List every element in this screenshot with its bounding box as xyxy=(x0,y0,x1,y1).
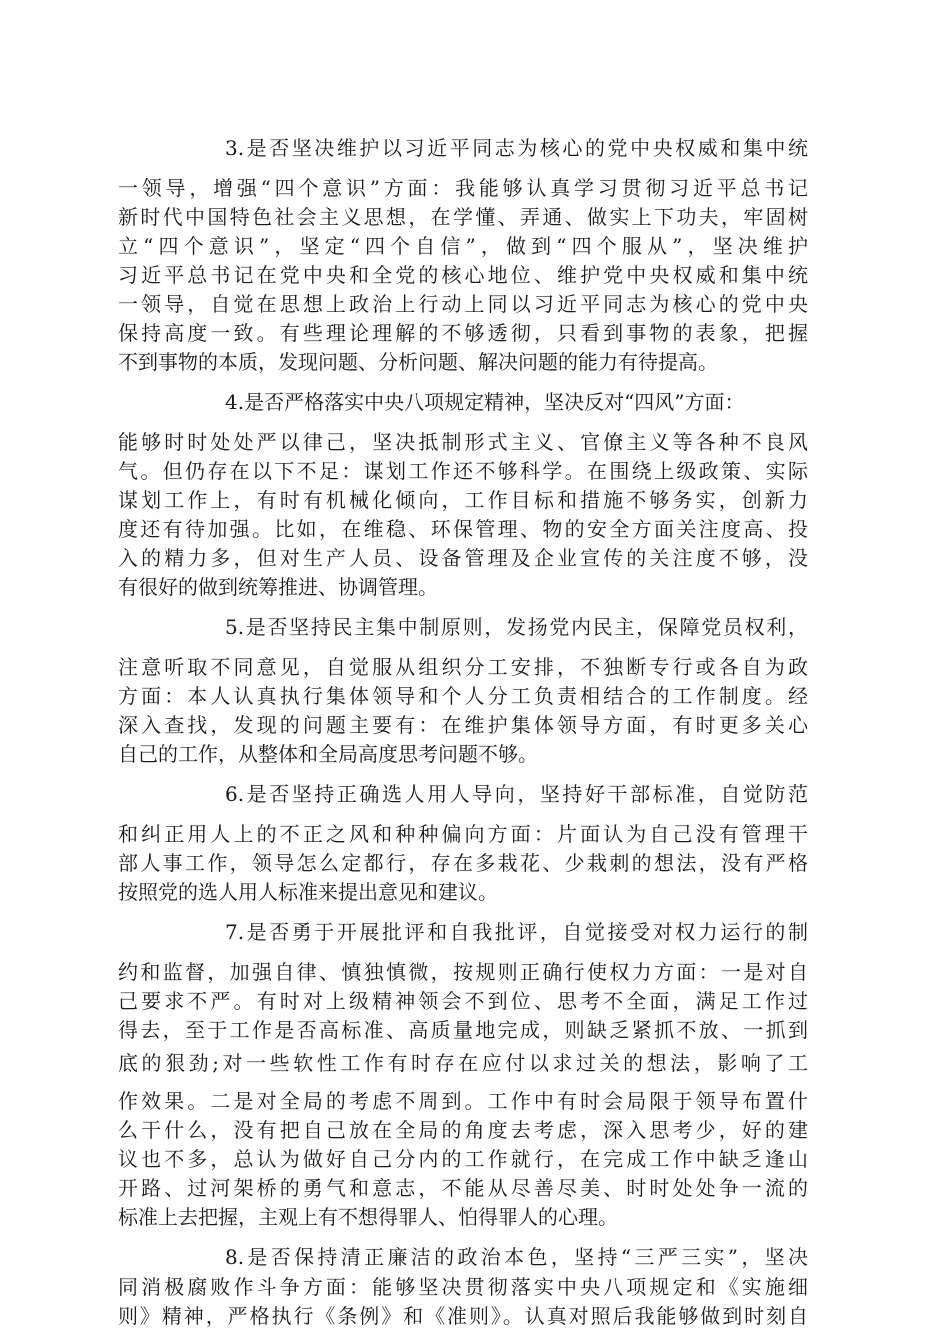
body-line: 一领导，增强“四个意识”方面：我能够认真学习贯彻习近平总书记 xyxy=(118,176,808,200)
body-line: 注意听取不同意见，自觉服从组织分工安排，不独断专行或各自为政 xyxy=(118,655,808,679)
body-line: 不到事物的本质，发现问题、分析问题、解决问题的能力有待提高。 xyxy=(118,350,718,374)
section-7-heading: 7.是否勇于开展批评和自我批评，自觉接受对权力运行的制 xyxy=(225,920,808,944)
body-line: 新时代中国特色社会主义思想，在学懂、弄通、做实上下功夫，牢固树 xyxy=(118,205,808,229)
body-line: 底的狠劲;对一些软性工作有时存在应付以求过关的想法，影响了工 xyxy=(118,1051,808,1075)
body-line: 同消极腐败作斗争方面：能够坚决贯彻落实中央八项规定和《实施细 xyxy=(118,1275,808,1299)
section-4-heading: 4.是否严格落实中央八项规定精神，坚决反对“四风”方面： xyxy=(225,390,745,414)
body-line: 按照党的选人用人标准来提出意见和建议。 xyxy=(118,880,498,904)
section-3-heading: 3.是否坚决维护以习近平同志为核心的党中央权威和集中统 xyxy=(225,136,808,160)
body-line: 一领导，自觉在思想上政治上行动上同以习近平同志为核心的党中央 xyxy=(118,292,808,316)
body-line: 则》精神，严格执行《条例》和《准则》。认真对照后我能够做到时刻自 xyxy=(118,1304,808,1328)
body-line: 和纠正用人上的不正之风和种种偏向方面：片面认为自己没有管理干 xyxy=(118,822,808,846)
section-5-heading: 5.是否坚持民主集中制原则，发扬党内民主，保障党员权利， xyxy=(225,615,808,639)
section-6-heading: 6.是否坚持正确选人用人导向，坚持好干部标准，自觉防范 xyxy=(225,782,808,806)
body-line: 习近平总书记在党中央和全党的核心地位、维护党中央权威和集中统 xyxy=(118,263,808,287)
body-line: 保持高度一致。有些理论理解的不够透彻，只看到事物的表象，把握 xyxy=(118,321,808,345)
body-line: 得去，至于工作是否高标准、高质量地完成，则缺乏紧抓不放、一抓到 xyxy=(118,1018,808,1042)
body-line: 约和监督，加强自律、慎独慎微，按规则正确行使权力方面：一是对自 xyxy=(118,960,808,984)
body-line: 深入查找，发现的问题主要有：在维护集体领导方面，有时更多关心 xyxy=(118,713,808,737)
body-line: 谋划工作上，有时有机械化倾向，工作目标和措施不够务实，创新力 xyxy=(118,488,808,512)
body-line: 己要求不严。有时对上级精神领会不到位、思考不全面，满足工作过 xyxy=(118,989,808,1013)
body-line: 方面：本人认真执行集体领导和个人分工负责相结合的工作制度。经 xyxy=(118,684,808,708)
body-line: 自己的工作，从整体和全局高度思考问题不够。 xyxy=(118,742,538,766)
body-line: 么干什么，没有把自己放在全局的角度去考虑，深入思考少，好的建 xyxy=(118,1118,808,1142)
body-line: 部人事工作，领导怎么定都行，存在多栽花、少栽刺的想法，没有严格 xyxy=(118,851,808,875)
body-line: 开路、过河架桥的勇气和意志，不能从尽善尽美、时时处处争一流的 xyxy=(118,1176,808,1200)
section-8-heading: 8.是否保持清正廉洁的政治本色，坚持“三严三实”，坚决 xyxy=(225,1245,808,1269)
body-line: 入的精力多，但对生产人员、设备管理及企业宣传的关注度不够，没 xyxy=(118,546,808,570)
body-line: 能够时时处处严以律己，坚决抵制形式主义、官僚主义等各种不良风 xyxy=(118,430,808,454)
body-line: 议也不多，总认为做好自己分内的工作就行，在完成工作中缺乏逢山 xyxy=(118,1147,808,1171)
body-line: 标准上去把握，主观上有不想得罪人、怕得罪人的心理。 xyxy=(118,1205,618,1229)
body-line: 度还有待加强。比如，在维稳、环保管理、物的安全方面关注度高、投 xyxy=(118,517,808,541)
body-line: 有很好的做到统筹推进、协调管理。 xyxy=(118,575,438,599)
body-line: 气。但仍存在以下不足：谋划工作还不够科学。在围绕上级政策、实际 xyxy=(118,459,808,483)
body-line: 作效果。二是对全局的考虑不周到。工作中有时会局限于领导布置什 xyxy=(118,1089,808,1113)
body-line: 立“四个意识”，坚定“四个自信”，做到“四个服从”，坚决维护 xyxy=(118,234,808,258)
